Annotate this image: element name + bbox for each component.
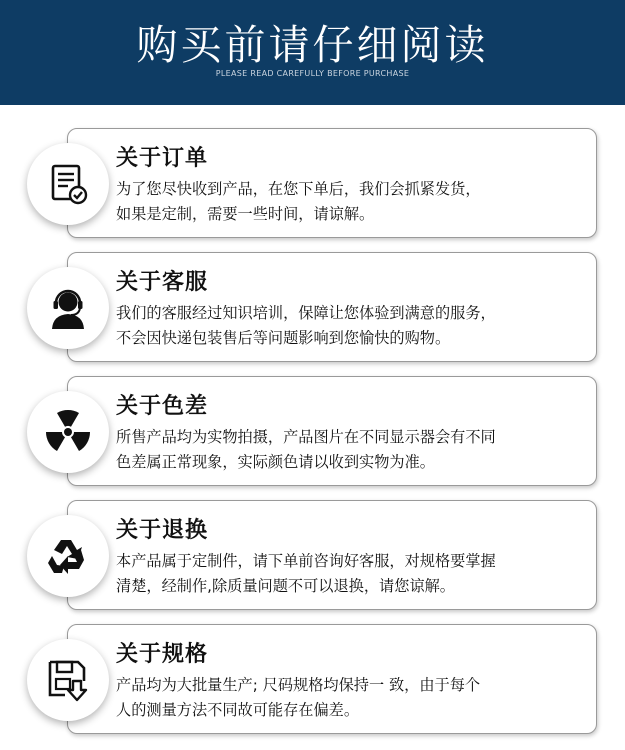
section-line: 如果是定制，需要一些时间，请谅解。 <box>116 205 375 223</box>
section-title: 关于规格 <box>116 642 209 667</box>
section-line: 本产品属于定制件，请下单前咨询好客服，对规格要掌握 <box>116 552 496 570</box>
section-title: 关于色差 <box>116 394 209 419</box>
customer-service-icon <box>27 267 109 349</box>
section-title: 关于退换 <box>116 518 209 543</box>
document-check-icon <box>27 143 109 225</box>
section-body <box>116 425 586 475</box>
section-line: 为了您尽快收到产品，在您下单后，我们会抓紧发货， <box>116 180 481 198</box>
page-subtitle: PLEASE READ CAREFULLY BEFORE PURCHASE <box>215 69 410 78</box>
section-specification <box>67 624 597 734</box>
section-body <box>116 673 586 723</box>
radiation-icon <box>27 391 109 473</box>
section-line: 人的测量方法不同故可能存在偏差。 <box>116 701 359 719</box>
section-color-difference <box>67 376 597 486</box>
section-line: 色差属正常现象，实际颜色请以收到实物为准。 <box>116 453 435 471</box>
save-download-icon <box>27 639 109 721</box>
section-line: 清楚，经制作,除质量问题不可以退换，请您谅解。 <box>116 577 455 595</box>
recycle-icon <box>27 515 109 597</box>
section-body <box>116 549 586 599</box>
section-line: 产品均为大批量生产; 尺码规格均保持一 致，由于每个 <box>116 676 481 694</box>
section-title: 关于订单 <box>116 146 209 171</box>
section-return-exchange <box>67 500 597 610</box>
section-order <box>67 128 597 238</box>
page-title: 购买前请仔细阅读 <box>136 21 489 69</box>
section-body <box>116 177 586 227</box>
section-service <box>67 252 597 362</box>
section-line: 不会因快递包装售后等问题影响到您愉快的购物。 <box>116 329 451 347</box>
section-title: 关于客服 <box>116 270 209 295</box>
section-line: 所售产品均为实物拍摄，产品图片在不同显示器会有不同 <box>116 428 496 446</box>
section-line: 我们的客服经过知识培训，保障让您体验到满意的服务， <box>116 304 496 322</box>
header-banner <box>0 0 625 105</box>
section-body <box>116 301 586 351</box>
